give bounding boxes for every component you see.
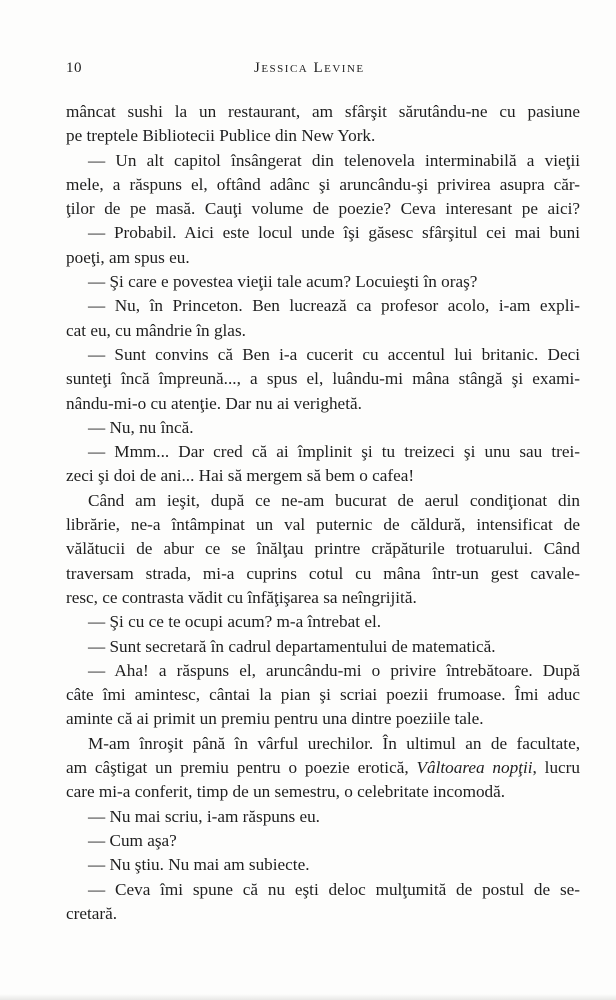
text-line: — Sunt convins că Ben i-a cucerit cu accentul lui britanic. Deci <box>88 344 580 364</box>
text-line: — Sunt secretară în cadrul departamentului de matematică. <box>88 636 496 656</box>
text-line: M-am înroşit până în vârful urechilor. În ultimul an de facultate, <box>88 733 580 753</box>
text-line: Când am ieşit, după ce ne-am bucurat de aerul condiţionat din <box>88 490 580 510</box>
text-line: — Un alt capitol însângerat din telenovela interminabilă a vieţii <box>88 150 580 170</box>
text-line: librărie, ne-a întâmpinat un val puternic de căldură, intensificat de <box>66 515 580 535</box>
page-header <box>66 60 580 84</box>
text-line: — Ceva îmi spune că nu eşti deloc mulţumită de postul de se- <box>88 879 580 899</box>
text-line: — Cum aşa? <box>88 830 177 850</box>
text-line: sunteţi încă împreună..., a spus el, luându-mi mâna stângă şi exami- <box>66 369 580 389</box>
running-head-author: Jessica Levine <box>254 60 365 76</box>
text-line: mâncat sushi la un restaurant, am sfârşit sărutându-ne cu pasiune <box>66 102 580 121</box>
text-line: — Nu ştiu. Nu mai am subiecte. <box>88 855 310 875</box>
text-line: — Şi cu ce te ocupi acum? m-a întrebat el. <box>88 612 382 632</box>
text-line: — Şi care e povestea vieţii tale acum? Locuieşti în oraş? <box>88 272 478 292</box>
text-line: poeţi, am spus eu. <box>66 247 190 267</box>
text-line: vălătucii de abur ce se înălţau printre crăpăturile trotuarului. Când <box>66 539 580 559</box>
text-line: aminte că ai primit un premiu pentru una dintre poeziile tale. <box>66 709 484 729</box>
text-line: cretară. <box>66 903 118 923</box>
text-line: — Nu, în Princeton. Ben lucrează ca profesor acolo, i-am expli- <box>88 296 580 316</box>
text-line: nându-mi-o cu atenţie. Dar nu ai verighetă. <box>66 393 362 413</box>
text-line: — Probabil. Aici este locul unde îşi găsesc sfârşitul cei mai buni <box>88 223 580 243</box>
text-line: mele, a răspuns el, oftând adânc şi aruncându-şi privirea asupra căr- <box>66 174 580 194</box>
page-number: 10 <box>66 60 82 76</box>
text-line: zeci şi doi de ani... Hai să mergem să bem o cafea! <box>66 466 415 486</box>
text-line: ţilor de pe masă. Cauţi volume de poezie? Ceva interesant pe aici? <box>66 199 580 219</box>
body-text <box>66 100 580 926</box>
text-line: pe treptele Bibliotecii Publice din New York. <box>66 126 376 146</box>
text-line: câte îmi amintesc, cântai la pian şi scriai poezii frumoase. Îmi aduc <box>66 685 580 705</box>
text-line: cat eu, cu mândrie în glas. <box>66 320 246 340</box>
text-line: — Nu, nu încă. <box>88 417 194 437</box>
page-bottom-edge <box>0 994 616 1000</box>
text-line: traversam strada, mi-a cuprins cotul cu mâna într-un gest cavale- <box>66 563 580 583</box>
text-segment: am câştigat un premiu pentru o poezie erotică, <box>66 758 417 778</box>
text-line: — Nu mai scriu, i-am răspuns eu. <box>88 806 320 826</box>
text-line: — Aha! a răspuns el, aruncându-mi o privire întrebătoare. După <box>88 660 580 680</box>
text-line: care mi-a conferit, timp de un semestru, o celebritate incomodă. <box>66 782 506 802</box>
text-line: — Mmm... Dar cred că ai împlinit şi tu treizeci şi unu sau trei- <box>88 442 580 462</box>
poem-title: Vâltoarea nopţii <box>416 758 533 778</box>
text-segment: , lucru <box>532 758 580 778</box>
text-line <box>66 756 580 780</box>
text-line: resc, ce contrasta vădit cu înfăţişarea sa neîngrijită. <box>66 587 417 607</box>
